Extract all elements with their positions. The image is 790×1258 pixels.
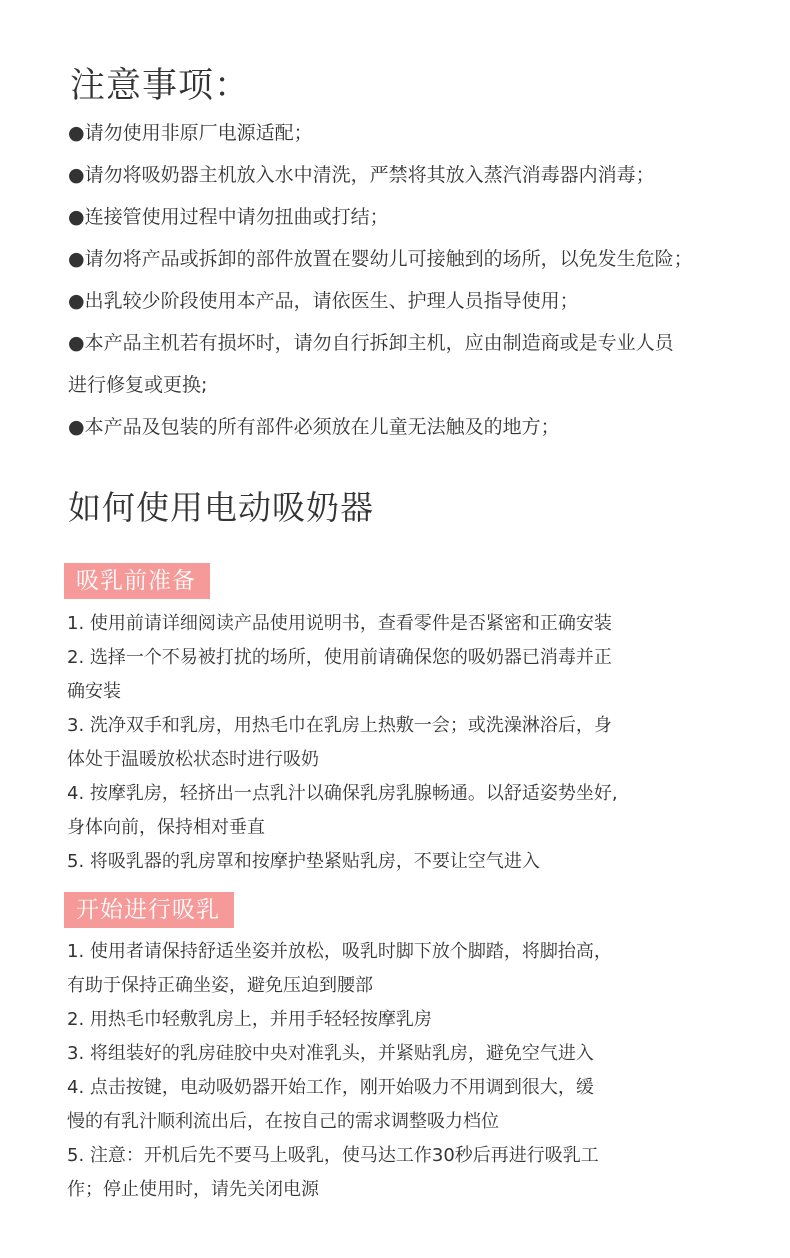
start-step-list [67, 935, 757, 1207]
notice-item: ●本产品主机若有损坏时，请勿自行拆卸主机，应由制造商或是专业人员 [68, 332, 674, 354]
prep-step-continuation: 身体向前，保持相对垂直 [67, 817, 265, 838]
notice-title: 注意事项： [70, 66, 251, 106]
notice-item-continuation: 进行修复或更换; [68, 374, 208, 396]
start-step: 2. 用热毛巾轻敷乳房上，并用手轻轻按摩乳房 [67, 1009, 432, 1030]
prep-step-continuation: 体处于温暖放松状态时进行吸奶 [67, 749, 319, 770]
prep-step: 4. 按摩乳房，轻挤出一点乳汁以确保乳房乳腺畅通。以舒适姿势坐好, [67, 783, 618, 804]
prep-step: 2. 选择一个不易被打扰的场所，使用前请确保您的吸奶器已消毒并正 [67, 647, 612, 668]
start-step: 4. 点击按键，电动吸奶器开始工作，刚开始吸力不用调到很大，缓 [67, 1077, 594, 1098]
notice-item: ●请勿使用非原厂电源适配； [68, 122, 313, 144]
start-step: 3. 将组装好的乳房硅胶中央对准乳头，并紧贴乳房，避免空气进入 [67, 1043, 594, 1064]
notice-item: ●请勿将吸奶器主机放入水中清洗，严禁将其放入蒸汽消毒器内消毒； [68, 164, 655, 186]
prep-step: 5. 将吸乳器的乳房罩和按摩护垫紧贴乳房，不要让空气进入 [67, 851, 540, 872]
section-tag-start: 开始进行吸乳 [64, 892, 234, 928]
prep-step: 3. 洗净双手和乳房，用热毛巾在乳房上热敷一会；或洗澡淋浴后，身 [67, 715, 612, 736]
notice-item: ●请勿将产品或拆卸的部件放置在婴幼儿可接触到的场所，以免发生危险； [68, 248, 693, 270]
notice-item: ●出乳较少阶段使用本产品，请依医生、护理人员指导使用； [68, 290, 579, 312]
start-step: 1. 使用者请保持舒适坐姿并放松，吸乳时脚下放个脚踏，将脚抬高， [67, 941, 612, 962]
prep-step-continuation: 确安装 [67, 681, 121, 702]
start-step-continuation: 有助于保持正确坐姿，避免压迫到腰部 [67, 975, 373, 996]
notice-list [68, 112, 758, 448]
notice-item: ●本产品及包装的所有部件必须放在儿童无法触及的地方； [68, 416, 560, 438]
prep-step: 1. 使用前请详细阅读产品使用说明书，查看零件是否紧密和正确安装 [67, 613, 612, 634]
start-step-continuation: 慢的有乳汁顺利流出后，在按自己的需求调整吸力档位 [67, 1111, 499, 1132]
notice-item: ●连接管使用过程中请勿扭曲或打结； [68, 206, 389, 228]
prep-step-list [67, 607, 757, 879]
start-step: 5. 注意：开机后先不要马上吸乳，使马达工作30秒后再进行吸乳工 [67, 1145, 599, 1166]
section-tag-prep: 吸乳前准备 [64, 563, 210, 599]
start-step-continuation: 作；停止使用时，请先关闭电源 [67, 1179, 319, 1200]
usage-title: 如何使用电动吸奶器 [68, 488, 374, 527]
